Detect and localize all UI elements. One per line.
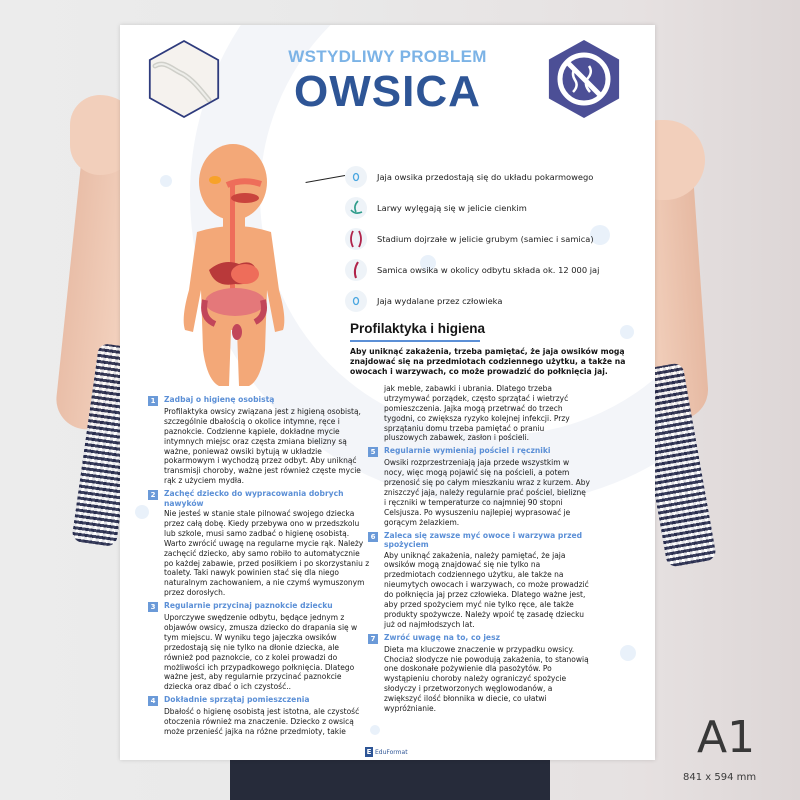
tip-body: Dieta ma kluczowe znaczenie w przypadku owsicy. Chociaż słodycze nie powodują zakażenia, to stanowią one doskonałe pożywienie dla pasożytów. Po wystąpieniu choroby należy ograniczyć spożycie słodyczy i przetworzonych węglowodanów, a zwiększyć ilość błonnika w diecie, co ułatwi wypróżnianie. bbox=[384, 644, 589, 714]
tip-title: Zachęć dziecko do wypracowania dobrych nawyków bbox=[164, 489, 344, 508]
life-cycle-item: Larwy wylęgają się w jelicie cienkim bbox=[345, 196, 527, 220]
tip-number: 5 bbox=[368, 447, 378, 457]
tip-body: Dbałość o higienę osobistą jest istotna, ale czystość otoczenia również ma znaczenie. Dziecko z owsicą może przenieść jajka na różne przedmioty, takie bbox=[164, 707, 360, 737]
life-cycle-item: Jaja owsika przedostają się do układu pokarmowego bbox=[345, 165, 593, 189]
life-cycle-item: Stadium dojrzałe w jelicie grubym (samiec i samica) bbox=[345, 227, 594, 251]
tip-number: 3 bbox=[148, 602, 158, 612]
tip-section bbox=[368, 633, 590, 714]
publisher-logo bbox=[365, 747, 408, 757]
tip-title: Regularnie przycinaj paznokcie dziecku bbox=[164, 601, 333, 611]
tip-body: jak meble, zabawki i ubrania. Dlatego trzeba utrzymywać porządek, często sprzątać i wietrzyć pomieszczenia. Jajka mogą przetrwać do trzech tygodni, co zwiększa ryzyko kolejnej infekcji. Przy sprzątaniu domu trzeba pamiętać o praniu pluszowych zabawek, zasłon i pościeli. bbox=[384, 384, 570, 443]
poster bbox=[120, 25, 655, 760]
tip-number: 6 bbox=[368, 532, 378, 542]
format-dimensions: 841 x 594 mm bbox=[683, 772, 757, 783]
tip-number: 7 bbox=[368, 634, 378, 644]
tip-body: Uporczywe swędzenie odbytu, będące jednym z objawów owsicy, zmusza dziecko do drapania się w tym miejscu. W wyniku tego jajeczka owsików przedostają się nie tylko na dłonie dziecka, ale również pod paznokcie, co z kolei prowadzi do możliwości ich przypadkowego połknięcia. Dlatego ważne jest, aby regularnie przycinać paznokcie dziecka oraz dbać o ich czystość.. bbox=[164, 613, 358, 692]
logo-text: EduFormat bbox=[375, 748, 408, 756]
tip-body: Aby uniknąć zakażenia, należy pamiętać, że jaja owsików mogą znajdować się nie tylko na przedmiotach codziennego użytku, ale także na nieumytych owocach i warzywach, co może prowadzić do połknięcia jaj przez człowieka. Dlatego ważne jest, aby przed spożyciem myć nie tylko ręce, ale także produkty spożywcze. Należy wpoić tę zasadę dziecku już od najmłodszych lat. bbox=[384, 550, 589, 629]
shirt bbox=[230, 760, 550, 800]
female-worm-icon bbox=[345, 259, 367, 281]
tip-title: Zwróć uwagę na to, co jesz bbox=[384, 632, 501, 642]
tip-section bbox=[148, 395, 370, 486]
tip-section bbox=[368, 446, 590, 527]
tip-section bbox=[148, 489, 370, 598]
tip-section bbox=[368, 531, 590, 630]
larva-icon bbox=[345, 197, 367, 219]
life-cycle-item: Jaja wydalane przez człowieka bbox=[345, 289, 502, 313]
egg-icon bbox=[345, 290, 367, 312]
adult-worms-icon bbox=[345, 228, 367, 250]
life-cycle-item: Samica owsika w okolicy odbytu składa ok. 12 000 jaj bbox=[345, 258, 599, 282]
prophylaxis-lead: Aby uniknąć zakażenia, trzeba pamiętać, że jaja owsików mogą znajdować się na przedmiotach codziennego użytku, a także na owocach i warzywach, co może prowadzić do połknięcia jaj. bbox=[350, 347, 626, 377]
tip-body: Profilaktyka owsicy związana jest z higieną osobistą, szczególnie dbałością o okolice intymne, ręce i paznokcie. Codzienne kąpiele, dokładne mycie intymnych miejsc oraz częsta zmiana bielizny są ważne, ponieważ owsiki bytują w układzie pokarmowym i wychodzą przez odbyt. Aby uniknąć transmisji choroby, ważne jest również częste mycie rąk z użyciem mydła. bbox=[164, 407, 361, 486]
logo-mark-icon: E bbox=[366, 748, 372, 756]
tip-section-continued bbox=[368, 384, 590, 443]
child-digestive-system-illustration bbox=[175, 140, 305, 390]
egg-icon bbox=[345, 166, 367, 188]
tip-section bbox=[148, 695, 370, 737]
tips-column-left bbox=[148, 395, 370, 740]
tip-title: Zaleca się zawsze myć owoce i warzywa przed spożyciem bbox=[384, 530, 583, 550]
title-underline bbox=[350, 340, 480, 342]
tip-number: 1 bbox=[148, 396, 158, 406]
tip-body: Nie jesteś w stanie stale pilnować swojego dziecka przez całą dobę. Kiedy przebywa ono w przedszkolu lub szkole, musi samo zadbać o higienę osobistą. Warto zwrócić uwagę na regularne mycie rąk. Należy zachęcić dziecko, aby samo robiło to automatycznie po każdej zabawie, przed posiłkiem i po skorzystaniu z toalety. Taki nawyk powinien stać się dla niego naturalnym zachowaniem, a nie czymś wymuszonym przez dorosłych. bbox=[164, 509, 370, 598]
tip-body: Owsiki rozprzestrzeniają jaja przede wszystkim w nocy, więc mogą pojawić się na pościeli, a potem przenosić się po całym mieszkaniu wraz z kurzem. Aby zniszczyć jaja, należy regularnie prać pościel, bieliznę i ręczniki w temperaturze co najmniej 90 stopni Celsjusza. Po wysuszeniu najlepiej wyprasować je gorącym żelazkiem. bbox=[384, 458, 590, 527]
poster-title: OWSICA bbox=[294, 67, 481, 116]
prophylaxis-title: Profilaktyka i higiena bbox=[350, 321, 486, 336]
tip-number: 2 bbox=[148, 490, 158, 500]
tip-number: 4 bbox=[148, 696, 158, 706]
tip-section bbox=[148, 601, 370, 692]
tip-title: Zadbaj o higienę osobistą bbox=[164, 395, 275, 404]
tip-title: Regularnie wymieniaj pościel i ręczniki bbox=[384, 446, 551, 456]
poster-kicker: WSTYDLIWY PROBLEM bbox=[288, 47, 487, 66]
tips-column-right bbox=[368, 383, 590, 717]
format-size-label: A1 bbox=[697, 712, 756, 763]
tip-title: Dokładnie sprzątaj pomieszczenia bbox=[164, 695, 310, 705]
